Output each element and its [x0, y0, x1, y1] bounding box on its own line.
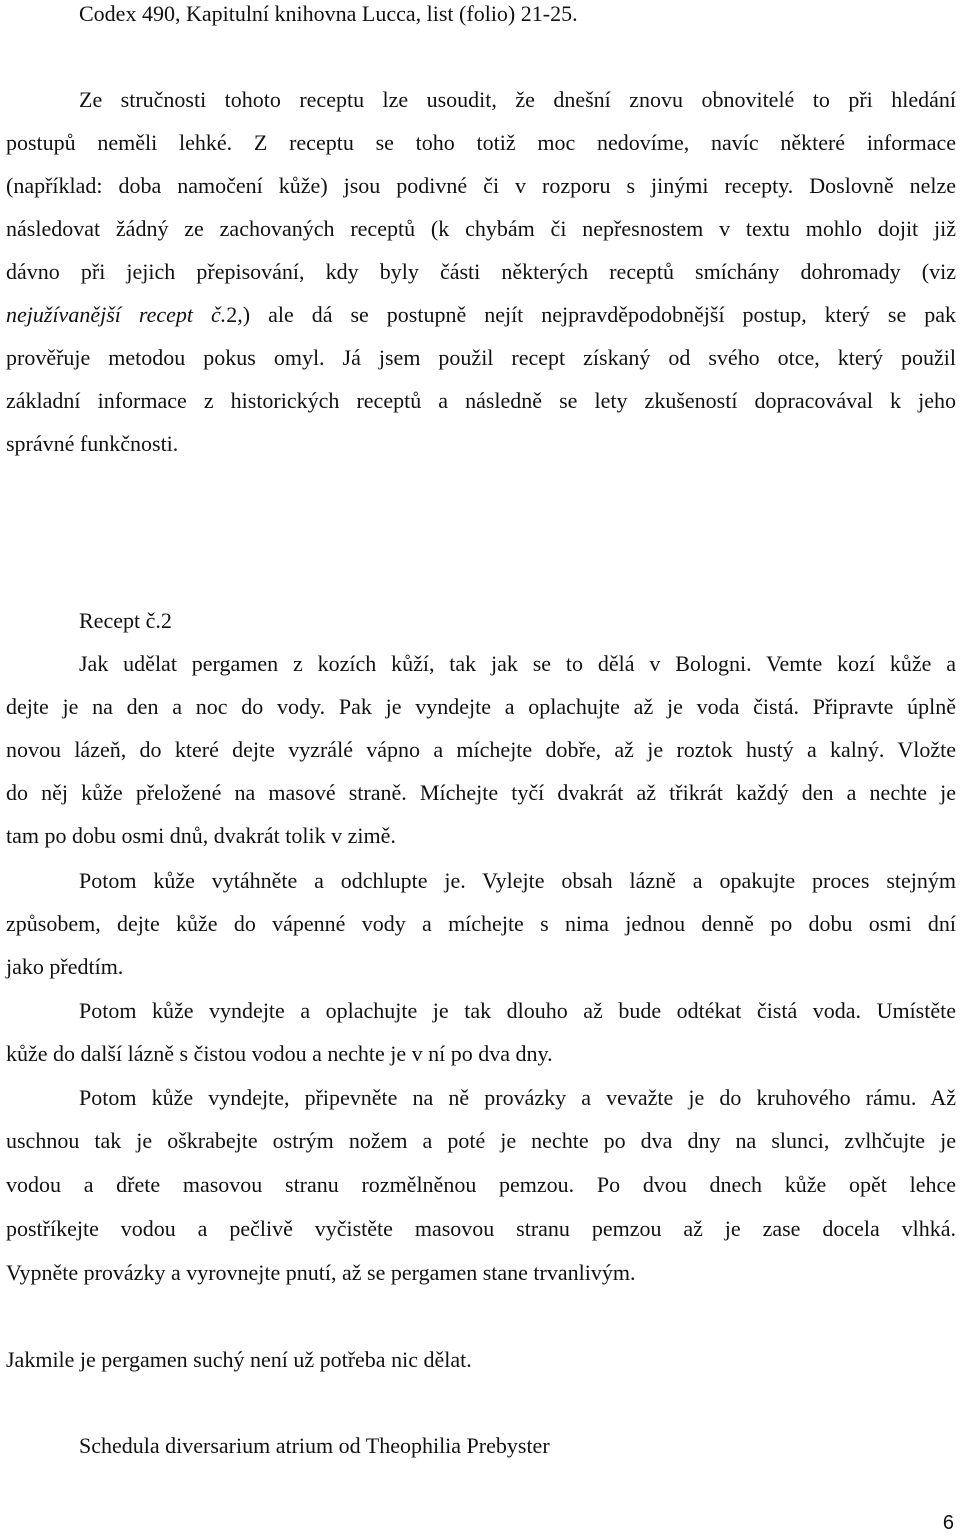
recipe-line: novou lázeň, do které dejte vyzrálé vápno a míchejte dobře, až je roztok hustý a kalný. Vložte — [6, 737, 956, 762]
recipe-title: Recept č.2 — [79, 608, 172, 633]
recipe-line: do něj kůže přeložené na masové straně. Míchejte tyčí dvakrát až třikrát každý den a nechte je — [6, 780, 956, 805]
intro-line: (například: doba namočení kůže) jsou podivné či v rozporu s jinými recepty. Doslovně nelze — [6, 173, 956, 198]
source-citation: Codex 490, Kapitulní knihovna Lucca, list (folio) 21-25. — [79, 1, 578, 26]
page-number: 6 — [942, 1512, 954, 1534]
recipe-line: tam po dobu osmi dnů, dvakrát tolik v zimě. — [6, 823, 396, 848]
intro-line: správné funkčnosti. — [6, 431, 179, 456]
recipe-line: Jak udělat pergamen z kozích kůží, tak jak se to dělá v Bologni. Vemte kozí kůže a — [79, 651, 956, 676]
recipe-line: dejte je na den a noc do vody. Pak je vyndejte a oplachujte až je voda čistá. Připravte úplně — [6, 694, 956, 719]
recipe-line: kůže do další lázně s čistou vodou a nechte je v ní po dva dny. — [6, 1041, 553, 1066]
recipe-line: Vypněte provázky a vyrovnejte pnutí, až se pergamen stane trvanlivým. — [6, 1260, 636, 1285]
intro-line: dávno při jejich přepisování, kdy byly části některých receptů smíchány dohromady (viz — [6, 259, 956, 284]
recipe-line: uschnou tak je oškrabejte ostrým nožem a poté je nechte po dva dny na slunci, zvlhčujte je — [6, 1128, 956, 1153]
intro-line: základní informace z historických receptů a následně se lety zkušeností dopracovával k jeho — [6, 388, 956, 413]
recipe-line: Potom kůže vyndejte a oplachujte je tak dlouho až bude odtékat čistá voda. Umístěte — [79, 998, 956, 1023]
intro-line: prověřuje metodou pokus omyl. Já jsem použil recept získaný od svého otce, který použil — [6, 345, 956, 370]
italic-reference: nejužívanější recept č. — [6, 302, 227, 327]
recipe-line: postříkejte vodou a pečlivě vyčistěte masovou stranu pemzou až je zase docela vlhká. — [6, 1216, 956, 1241]
recipe-line: způsobem, dejte kůže do vápenné vody a míchejte s nima jednou denně po dobu osmi dní — [6, 911, 956, 936]
intro-line: následovat žádný ze zachovaných receptů (k chybám či nepřesnostem v textu mohlo dojit již — [6, 216, 956, 241]
closing-source: Schedula diversarium atrium od Theophilia Prebyster — [79, 1433, 550, 1458]
intro-line-rest: 2,) ale dá se postupně nejít nejpravděpodobnější postup, který se pak — [226, 302, 956, 327]
recipe-line: jako předtím. — [6, 954, 124, 979]
intro-line: Ze stručnosti tohoto receptu lze usoudit, že dnešní znovu obnovitelé to při hledání — [79, 87, 956, 112]
recipe-line: Potom kůže vyndejte, připevněte na ně provázky a vevažte je do kruhového rámu. Až — [79, 1085, 956, 1110]
recipe-line: vodou a dřete masovou stranu rozmělněnou pemzou. Po dvou dnech kůže opět lehce — [6, 1172, 956, 1197]
closing-line: Jakmile je pergamen suchý není už potřeba nic dělat. — [6, 1347, 472, 1372]
intro-line: postupů neměli lehké. Z receptu se toho totiž moc nedovíme, navíc některé informace — [6, 130, 956, 155]
intro-line — [6, 301, 956, 329]
recipe-line: Potom kůže vytáhněte a odchlupte je. Vylejte obsah lázně a opakujte proces stejným — [79, 868, 956, 893]
